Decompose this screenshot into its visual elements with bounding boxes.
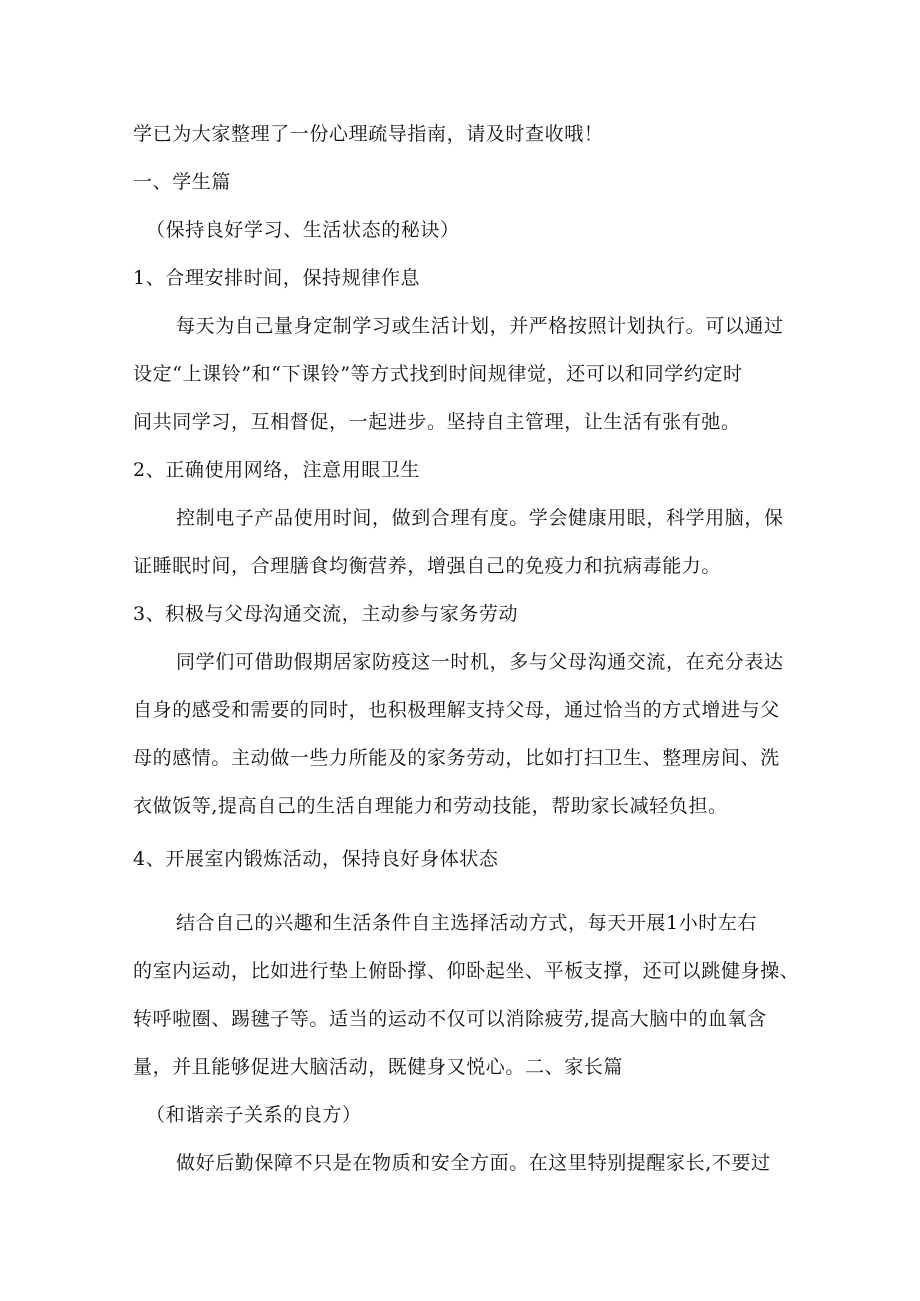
item-3-line-2: 自身的感受和需要的同时，也积极理解支持父母，通过恰当的方式增进与父 bbox=[133, 699, 780, 721]
item-3-line-4: 衣做饭等,提高自己的生活自理能力和劳动技能，帮助家长减轻负担。 bbox=[133, 795, 728, 817]
item-4-line-3: 转呼啦圈、踢毽子等。适当的运动不仅可以消除疲劳,提高大脑中的血氧含 bbox=[133, 1008, 767, 1030]
item-2-line-1: 控制电子产品使用时间，做到合理有度。学会健康用眼，科学用脑，保 bbox=[176, 507, 784, 529]
section-subtitle-students: （保持良好学习、生活状态的秘诀） bbox=[146, 219, 460, 241]
item-3-line-3: 母的感情。主动做一些力所能及的家务劳动，比如打扫卫生、整理房间、洗 bbox=[133, 747, 780, 769]
item-4-line-2: 的室内运动，比如进行垫上俯卧撑、仰卧起坐、平板支撑，还可以跳健身操、 bbox=[133, 960, 800, 982]
parents-line-1: 做好后勤保障不只是在物质和安全方面。在这里特别提醒家长,不要过 bbox=[176, 1152, 771, 1174]
section-heading-students: 一、学生篇 bbox=[133, 171, 232, 193]
intro-text: 学已为大家整理了一份心理疏导指南，请及时查收哦！ bbox=[133, 123, 604, 145]
item-title-4: 4、开展室内锻炼活动，保持良好身体状态 bbox=[133, 848, 499, 870]
item-title-1: 1、合理安排时间，保持规律作息 bbox=[133, 267, 421, 289]
item-title-2: 2、正确使用网络，注意用眼卫生 bbox=[133, 459, 421, 481]
item-1-line-3: 间共同学习，互相督促，一起进步。坚持自主管理，让生活有张有弛。 bbox=[133, 411, 741, 433]
item-1-line-1: 每天为自己量身定制学习或生活计划，并严格按照计划执行。可以通过 bbox=[176, 315, 784, 337]
item-4-line-1: 结合自己的兴趣和生活条件自主选择活动方式，每天开展1小时左右 bbox=[176, 912, 758, 934]
item-3-line-1: 同学们可借助假期居家防疫这一时机，多与父母沟通交流，在充分表达 bbox=[176, 651, 784, 673]
item-2-line-2: 证睡眠时间，合理膳食均衡营养，增强自己的免疫力和抗病毒能力。 bbox=[133, 555, 722, 577]
item-4-line-4: 量，并且能够促进大脑活动，既健身又悦心。二、家长篇 bbox=[133, 1056, 624, 1078]
item-1-line-2: 设定“上课铃”和“下课铃”等方式找到时间规律觉，还可以和同学约定时 bbox=[133, 363, 743, 385]
section-subtitle-parents: （和谐亲子关系的良方） bbox=[146, 1104, 362, 1126]
item-title-3: 3、积极与父母沟通交流，主动参与家务劳动 bbox=[133, 603, 519, 625]
